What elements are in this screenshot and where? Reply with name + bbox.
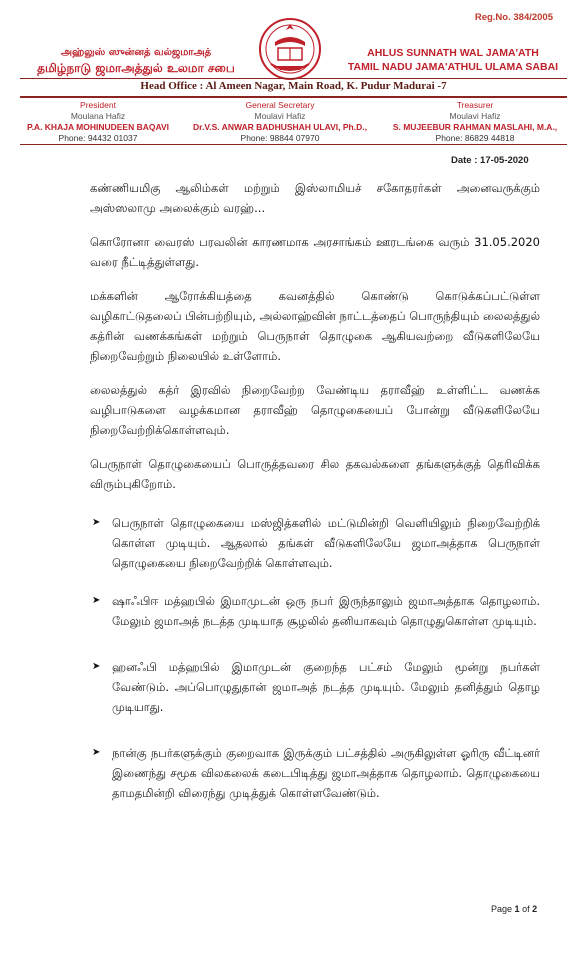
officers-rule [20,144,567,145]
officer-president [18,100,178,144]
paragraph: கண்ணியமிகு ஆலிம்கள் மற்றும் இஸ்லாமியச் சகோதரர்கள் அனைவருக்கும் அஸ்ஸலாமு அலைக்கும் வரஹ்... [90,181,540,215]
seal-logo-icon [257,16,323,82]
officer-phone: Phone: 94432 01037 [58,133,138,143]
page-number [491,904,537,914]
list-item-text: ஷாஃபிஈ மத்ஹபில் இமாமுடன் ஒரு நபர் இருந்தாலும் ஜமாஅத்தாக தொழலாம். மேலும் ஜமாஅத் நடத்த முடியாத சூழலில் தனியாகவும் தொழுதுகொள்ள முடியும். [112,594,540,628]
officer-phone: Phone: 98844 07970 [240,133,320,143]
paragraph: கொரோனா வைரஸ் பரவலின் காரணமாக அரசாங்கம் ஊரடங்கை வரும் 31.05.2020 வரை நீட்டித்துள்ளது. [90,235,540,269]
paragraph: லைலத்துல் கத்ர் இரவில் நிறைவேற்ற வேண்டிய தராவீஹ் உள்ளிட்ட வணக்க வழிபாடுகளை வழக்கமான தராவீஹ் தொழுகையைப் போன்று வீடுகளிலேயே நிறைவேற்றிக்கொள்ளவும். [90,383,540,437]
arrow-bullet-icon: ➤ [92,747,101,758]
page-current: 1 [514,904,520,914]
officer-name: S. MUJEEBUR RAHMAN MASLAHI, M.A., [392,122,558,132]
arrow-bullet-icon: ➤ [92,595,101,606]
head-office-address: Head Office : Al Ameen Nagar, Main Road, K. Pudur Madurai -7 [140,80,447,92]
bullet-list [92,513,540,803]
officer-title: Moulavi Hafiz [449,111,501,121]
officer-name: Dr.V.S. ANWAR BADHUSHAH ULAVI, Ph.D., [193,122,367,132]
list-item-text: நான்கு நபர்களுக்கும் குறைவாக இருக்கும் பட்சத்தில் அருகிலுள்ள ஓரிரு வீட்டினர் இணைந்து சமூக விலகலைக் கடைபிடித்து ஜமாஅத்தாக தொழலாம். தொழுகையை தாமதமின்றி விரைந்து முடித்துக் கொள்ளவேண்டும். [112,746,540,800]
officer-title: Moulavi Hafiz [254,111,306,121]
org-name-tamil-line1: அஹ்லுஸ் ஸுன்னத் வல்ஜமாஅத் [60,47,212,58]
header-rule-thick [20,96,567,98]
list-item-text: பெருநாள் தொழுகையை மஸ்ஜித்களில் மட்டுமின்றி வெளியிலும் நிறைவேற்றிக் கொள்ள முடியும். ஆதலால் தங்கள் வீடுகளிலேயே ஜமாஅத்தாக பெருநாள் தொழுகையை நிறைவேற்றிக் கொள்ளவும். [112,516,540,570]
list-item-text: ஹனஃபி மத்ஹபில் இமாமுடன் குறைந்த பட்சம் மேலும் மூன்று நபர்கள் வேண்டும். அப்பொழுதுதான் ஜமாஅத் நடத்த முடியும். மேலும் தனித்தும் தொழ முடியாது. [112,660,540,714]
list-item [92,591,540,631]
arrow-bullet-icon: ➤ [92,517,101,528]
paragraph: பெருநாள் தொழுகையைப் பொருத்தவரை சில தகவல்களை தங்களுக்குத் தெரிவிக்க விரும்புகிறோம். [90,457,540,491]
org-name-tamil [22,46,250,76]
officer-phone: Phone: 86829 44818 [435,133,515,143]
page-total: 2 [532,904,538,914]
officer-treasurer [380,100,570,144]
org-name-english-line1: AHLUS SUNNATH WAL JAMA'ATH [367,47,539,59]
org-name-english-line2: TAMIL NADU JAMA'ATHUL ULAMA SABAI [347,61,559,73]
officer-role: President [80,100,116,110]
org-name-english [334,46,572,75]
paragraph: மக்களின் ஆரோக்கியத்தை கவனத்தில் கொண்டு கொடுக்கப்பட்டுள்ள வழிகாட்டுதலைப் பின்பற்றியும், அல்லாஹ்வின் நாட்டத்தைப் பொருந்தியும் லைலத்துல் கத்ரின் வணக்கங்கள் மற்றும் பெருநாள் தொழுகை ஆகியவற்றை வீடுகளிலேயே நிறைவேற்றும் நிலையில் உள்ளோம். [90,289,540,363]
arrow-bullet-icon: ➤ [92,661,101,672]
of-word: of [522,904,530,914]
officer-name: P.A. KHAJA MOHINUDEEN BAQAVI [27,122,169,132]
officers-row [0,100,587,146]
letter-body [90,178,540,508]
list-item [92,657,540,717]
org-name-tamil-line2: தமிழ்நாடு ஜமாஅத்துல் உலமா சபை [37,61,235,75]
officer-role: General Secretary [245,100,315,110]
registration-number: Reg.No. 384/2005 [474,12,553,23]
list-item [92,513,540,573]
letter-date: Date : 17-05-2020 [451,155,529,166]
header-rule [20,78,567,79]
officer-general-secretary [185,100,375,144]
officer-title: Moulana Hafiz [70,111,126,121]
officer-role: Treasurer [456,100,494,110]
page-word: Page [491,904,513,914]
list-item [92,743,540,803]
